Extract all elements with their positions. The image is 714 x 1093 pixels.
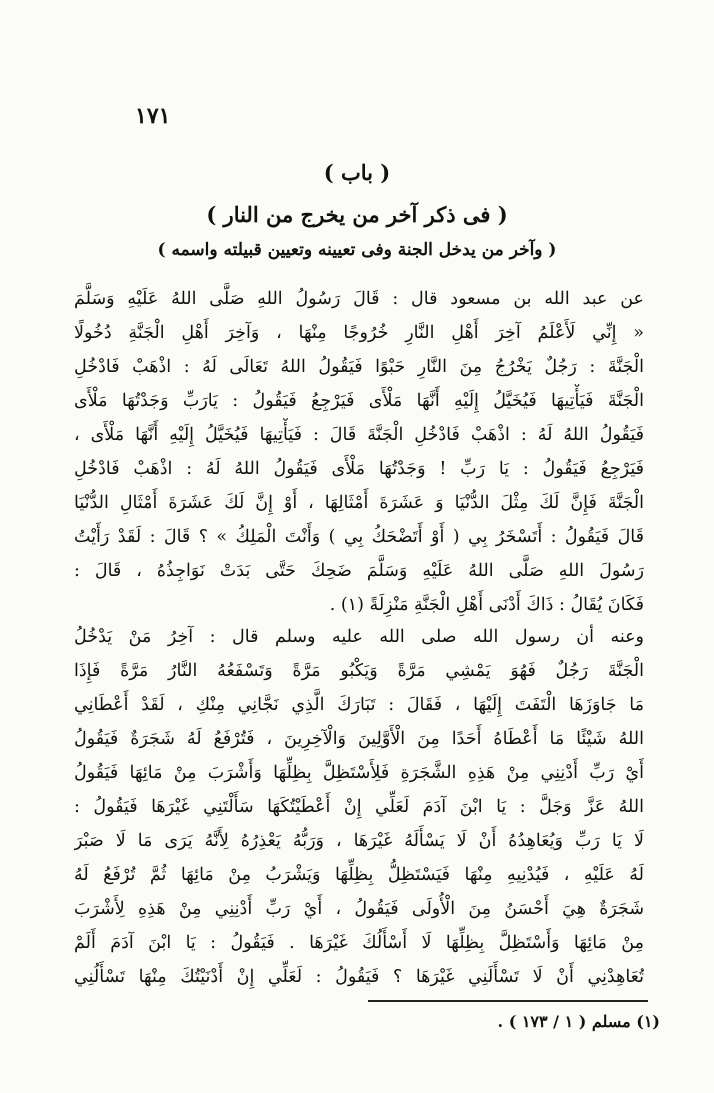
text-line: فَكَانَ يُقَالُ : ذَاكَ أَدْنَى أَهْلِ الْجَنَّةِ مَنْزِلَةً (١) .: [329, 595, 644, 615]
text-line: فَيَرْجِعُ فَيَقُولُ : يَا رَبِّ ! وَجَدْتُهَا مَلْأَى فَيَقُولُ اللهُ لَهُ : اذْهَبْ فَادْخُلِ: [74, 459, 644, 479]
text-line: مَا جَاوَزَهَا الْتَفَتَ إِلَيْهَا ، فَقَالَ : تَبَارَكَ الَّذِي نَجَّانِي مِنْكِ ، لَقَدْ أَعْطَانِي: [74, 695, 644, 715]
text-line: أَيْ رَبِّ أَدْنِنِي مِنْ هَذِهِ الشَّجَرَةِ فَلِأَسْتَظِلَّ بِظِلِّهَا وَأَشْرَبَ مِنْ مَائِهَا فَيَقُولُ: [74, 763, 644, 783]
text-line: فَيَقُولُ اللهُ لَهُ : اذْهَبْ فَادْخُلِ الْجَنَّةَ قَالَ : فَيَأْتِيهَا فَيُخَيَّلُ إِلَيْهِ أَنَّهَا مَلْأَى ،: [74, 425, 644, 445]
text-line: رَسُولَ اللهِ صَلَّى اللهُ عَلَيْهِ وَسَلَّمَ ضَحِكَ حَتَّى بَدَتْ نَوَاجِذُهُ ، قَالَ :: [74, 561, 644, 581]
text-line: تُعَاهِدْنِي أَنْ لَا تَسْأَلَنِي غَيْرَهَا ؟ فَيَقُولُ : لَعَلِّي إِنْ أَدْنَيْتُكَ مِنْهَا تَسْأَلُنِي: [74, 967, 644, 987]
text-line: الْجَنَّةَ : رَجُلٌ يَخْرُجُ مِنَ النَّارِ حَبْوًا فَيَقُولُ اللهُ تَعَالَى لَهُ : اذْهَبْ فَادْخُلِ: [74, 357, 644, 377]
text-line: الْجَنَّةَ فَيَأْتِيهَا فَيُخَيَّلُ إِلَيْهِ أَنَّهَا مَلْأَى فَيَرْجِعُ فَيَقُولُ : يَارَبِّ وَجَدْتُهَا مَلْأَى: [74, 391, 644, 411]
paragraph-1: [74, 282, 644, 622]
text-line: وعنه أن رسول الله صلى الله عليه وسلم قال : آخِرُ مَنْ يَدْخُلُ: [74, 627, 644, 647]
chapter-title: ( فى ذكر آخر من يخرج من النار ): [206, 202, 508, 227]
text-line: الْجَنَّةَ فَإِنَّ لَكَ مِثْلَ الدُّنْيَا وَ عَشَرَةَ أَمْثَالِهَا ، أَوْ إِنَّ لَكَ عَشَرَةَ أَمْثَالِ الدُّنْيَا: [74, 493, 644, 513]
text-line: قَالَ فَيَقُولُ : أَتَسْخَرُ بِي ( أَوْ أَتَضْحَكُ بِي ) وَأَنْتَ الْمَلِكُ » ؟ قَالَ : لَقَدْ رَأَيْتُ: [74, 527, 644, 547]
text-line: الْجَنَّةَ رَجُلٌ فَهُوَ يَمْشِي مَرَّةً وَيَكْبُو مَرَّةً وَتَسْفَعُهُ النَّارُ مَرَّةً فَإِذَا: [74, 661, 644, 681]
text-line: اللهُ شَيْئًا مَا أَعْطَاهُ أَحَدًا مِنَ الْأَوَّلِينَ وَالْآخِرِينَ ، فَتُرْفَعُ لَهُ شَجَرَةٌ فَيَقُولُ: [74, 729, 644, 749]
page-number: ١٧١: [135, 103, 171, 129]
text-line: « إِنِّي لَأَعْلَمُ آخِرَ أَهْلِ النَّارِ خُرُوجًا مِنْهَا ، وَآخِرَ أَهْلِ الْجَنَّةِ دُخُولًا: [74, 323, 644, 343]
footnote: (١) مسلم ( ١ / ١٧٣ ) .: [497, 1012, 660, 1031]
text-line: شَجَرَةٌ هِيَ أَحْسَنُ مِنَ الْأُولَى فَيَقُولُ ، أَيْ رَبِّ أَدْنِنِي مِنْ هَذِهِ لِأَشْرَبَ: [74, 899, 644, 919]
footnote-divider: [368, 1000, 648, 1002]
text-line: اللهُ عَزَّ وَجَلَّ : يَا ابْنَ آدَمَ لَعَلِّي إِنْ أَعْطَيْتُكَهَا سَأَلْتَنِي غَيْرَهَا فَيَقُولُ :: [74, 797, 644, 817]
chapter-subtitle: ( وآخر من يدخل الجنة وفى تعيينه وتعيين قبيلته واسمه ): [157, 240, 557, 260]
text-line: عن عبد الله بن مسعود قال : قَالَ رَسُولُ اللهِ صَلَّى اللهُ عَلَيْهِ وَسَلَّمَ: [74, 289, 644, 309]
text-line: لَهُ عَلَيْهِ ، فَيُدْنِيهِ مِنْهَا فَيَسْتَظِلُّ بِظِلِّهَا وَيَشْرَبُ مِنْ مَائِهَا ثُمَّ تُرْفَعُ لَهُ: [74, 865, 644, 885]
text-line: مِنْ مَائِهَا وَأَسْتَظِلَّ بِظِلِّهَا لَا أَسْأَلُكَ غَيْرَهَا . فَيَقُولُ : يَا ابْنَ آدَمَ أَلَمْ: [74, 933, 644, 953]
chapter-heading: ( باب ): [323, 160, 391, 185]
paragraph-2: [74, 620, 644, 994]
text-line: لَا يَا رَبِّ وَيُعَاهِدُهُ أَنْ لَا يَسْأَلَهُ غَيْرَهَا ، وَرَبُّهُ يَعْذِرُهُ لِأَنَّهُ يَرَى مَا لَا صَبْرَ: [74, 831, 644, 851]
